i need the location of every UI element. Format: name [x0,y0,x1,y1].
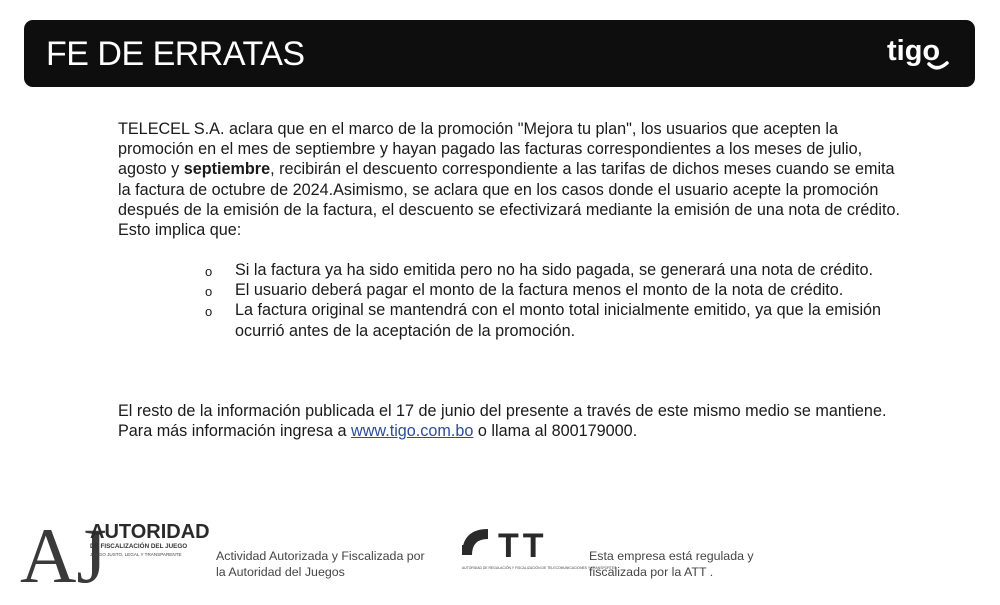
aj-logo-title: AUTORIDAD [90,521,210,543]
closing-paragraph [118,401,908,441]
list-item [204,280,894,300]
aj-authority-logo [20,512,210,599]
bullet-marker: o [205,304,213,320]
att-logo-letters: TT [498,527,548,565]
intro-bold: septiembre [183,160,271,179]
intro-paragraph [118,119,908,240]
intro-text-1: TELECEL S.A. aclara que en el marco de la promoción "Mejora tu plan", los usuarios que acepten la promoción en el mes de septiembre y hayan pagado las facturas correspondientes a los meses de julio, agosto y [118,120,863,179]
aj-caption: Actividad Autorizada y Fiscalizada por la Autoridad del Juegos [216,549,425,579]
implications-list [204,260,894,341]
closing-line-2 [118,421,908,441]
bullet-marker: o [205,284,213,300]
closing-line-1: El resto de la información publicada el 17 de junio del presente a través de este mismo medio se mantiene. [118,402,887,420]
aj-logo-letters: AJ [20,512,107,599]
list-item-text: Si la factura ya ha sido emitida pero no ha sido pagada, se generará una nota de crédito. [235,261,874,279]
att-authority-logo [458,525,617,581]
header-banner [24,20,975,87]
closing-line-2-prefix: Para más información ingresa a [118,422,352,441]
closing-line-2-suffix: o llama al 800179000. [473,422,638,441]
list-item-text: La factura original se mantendrá con el monto total inicialmente emitido, ya que la emisión ocurrió antes de la aceptación de la promoción. [235,301,882,340]
aj-logo-tagline: JUEGO JUSTO, LEGAL Y TRANSPARENTE [90,552,182,557]
intro-text-2: , recibirán el descuento correspondiente a las tarifas de dichos meses cuando se emita la factura de octubre de 2024.Asimismo, se aclara que en los casos donde el usuario acepte la promoción después de la emisión de la factura, el descuento se efectivizará mediante la emisión de una nota de crédito. Esto implica que: [118,160,900,240]
page-title: FE DE ERRATAS [46,35,305,73]
list-item [204,300,894,340]
aj-logo-subtitle: DE FISCALIZACIÓN DEL JUEGO [90,543,188,550]
tigo-logo-text: tigo [887,35,941,67]
list-item-text: El usuario deberá pagar el monto de la factura menos el monto de la nota de crédito. [235,281,844,300]
bullet-marker: o [205,264,213,279]
tigo-website-link[interactable]: www.tigo.com.bo [351,422,474,441]
tigo-logo [885,30,953,80]
att-logo-subtitle: AUTORIDAD DE REGULACIÓN Y FISCALIZACIÓN DE TELECOMUNICACIONES Y TRANSPORTES [462,566,617,570]
list-item [204,260,894,280]
att-caption: Esta empresa está regulada y fiscalizada por la ATT . [589,549,754,579]
